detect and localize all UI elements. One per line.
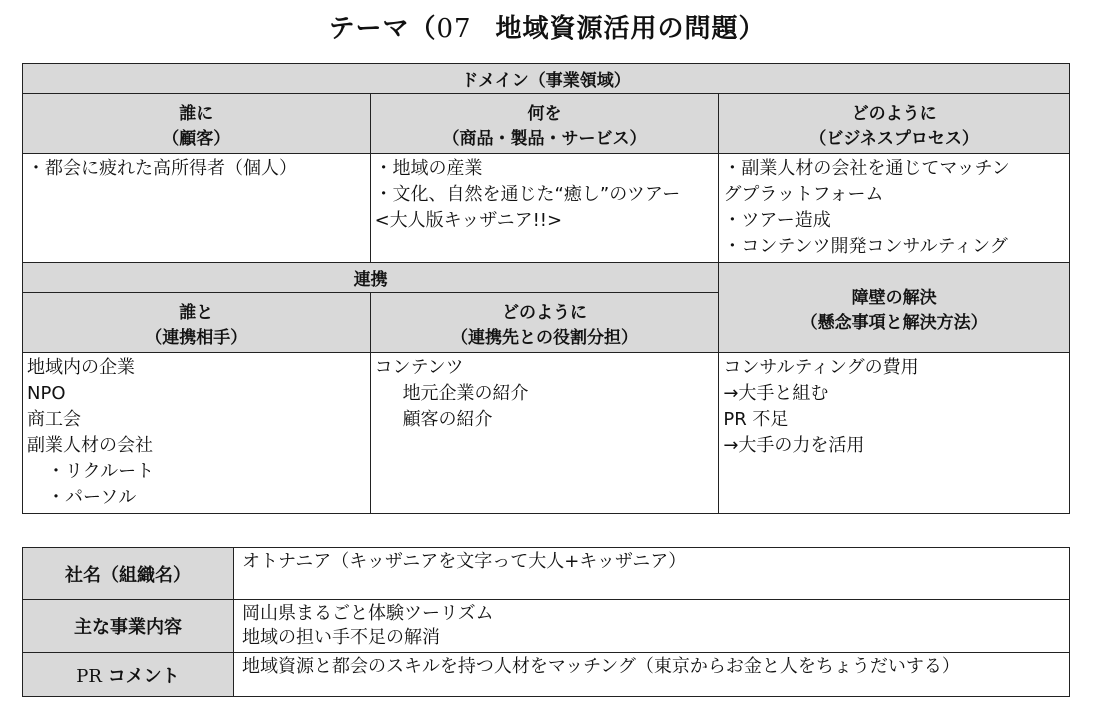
solution-item: PR 不足 — [723, 409, 789, 430]
pr-label-suffix: コメント — [107, 665, 180, 687]
partnership-header: 連携 — [23, 263, 719, 293]
business-item: 岡山県まるごと体験ツーリズム — [242, 603, 494, 624]
partner-sub: （連携相手） — [145, 327, 248, 348]
partner-item: 商工会 — [27, 409, 81, 430]
what-label: 何を — [527, 103, 562, 124]
title-text: 地域資源活用の問題） — [495, 14, 766, 44]
pr-label — [23, 653, 234, 697]
role-sub: （連携先との役割分担） — [450, 327, 638, 348]
how-item: ・副業人材の会社を通じてマッチン — [723, 158, 1010, 179]
how-item: ・コンテンツ開発コンサルティング — [723, 236, 1008, 257]
partner-label: 誰と — [179, 302, 214, 323]
role-item: 地元企業の紹介 — [402, 383, 529, 404]
how-label: どのように — [851, 103, 937, 124]
what-sub: （商品・製品・サービス） — [442, 128, 647, 149]
company-name-label: 社名（組織名） — [23, 548, 234, 600]
business-item: 地域の担い手不足の解消 — [242, 627, 440, 648]
roles-cell — [370, 353, 719, 514]
title-number: 07 — [436, 14, 472, 44]
solutions-cell — [719, 353, 1070, 514]
what-item: <大人版キッザニア!!> — [374, 210, 563, 231]
partner-subitem: ・パーソル — [47, 487, 137, 508]
who-sub: （顧客） — [162, 128, 231, 149]
domain-table — [22, 63, 1070, 514]
solution-item: →大手と組む — [723, 383, 829, 404]
domain-header: ドメイン（事業領域） — [23, 64, 1070, 94]
solution-item: →大手の力を活用 — [723, 435, 865, 456]
who-label: 誰に — [179, 103, 214, 124]
what-cell — [370, 154, 719, 263]
partner-item: NPO — [27, 383, 66, 404]
who-item: ・都会に疲れた高所得者（個人） — [27, 158, 297, 179]
partner-header — [23, 293, 371, 353]
page-title — [0, 8, 1094, 45]
company-table — [22, 547, 1070, 697]
how-item: ・ツアー造成 — [723, 210, 831, 231]
barrier-sub: （懸念事項と解決方法） — [800, 312, 988, 333]
what-header — [370, 94, 719, 154]
roles-head: コンテンツ — [374, 357, 464, 378]
partner-subitem: ・リクルート — [47, 461, 155, 482]
business-value — [234, 600, 1070, 653]
barrier-label: 障壁の解決 — [851, 287, 937, 308]
how-item: グプラットフォーム — [723, 184, 884, 205]
how-cell — [719, 154, 1070, 263]
what-item: ・地域の産業 — [374, 158, 483, 179]
role-header — [370, 293, 719, 353]
role-label: どのように — [501, 302, 587, 323]
partner-item: 地域内の企業 — [27, 357, 135, 378]
pr-label-prefix: PR — [76, 665, 108, 687]
how-header — [719, 94, 1070, 154]
who-cell — [23, 154, 371, 263]
title-prefix: テーマ（ — [328, 14, 437, 44]
what-item: ・文化、自然を通じた“癒し”のツアー — [374, 184, 681, 205]
partners-cell — [23, 353, 371, 514]
solution-item: コンサルティングの費用 — [723, 357, 919, 378]
partner-item: 副業人材の会社 — [27, 435, 153, 456]
company-name-value: オトナニア（キッザニアを文字って大人+キッザニア） — [234, 548, 1070, 600]
business-label: 主な事業内容 — [23, 600, 234, 653]
pr-value: 地域資源と都会のスキルを持つ人材をマッチング（東京からお金と人をちょうだいする） — [234, 653, 1070, 697]
how-sub: （ビジネスプロセス） — [809, 128, 979, 149]
barrier-header — [719, 263, 1070, 353]
who-header — [23, 94, 371, 154]
role-item: 顧客の紹介 — [402, 409, 493, 430]
